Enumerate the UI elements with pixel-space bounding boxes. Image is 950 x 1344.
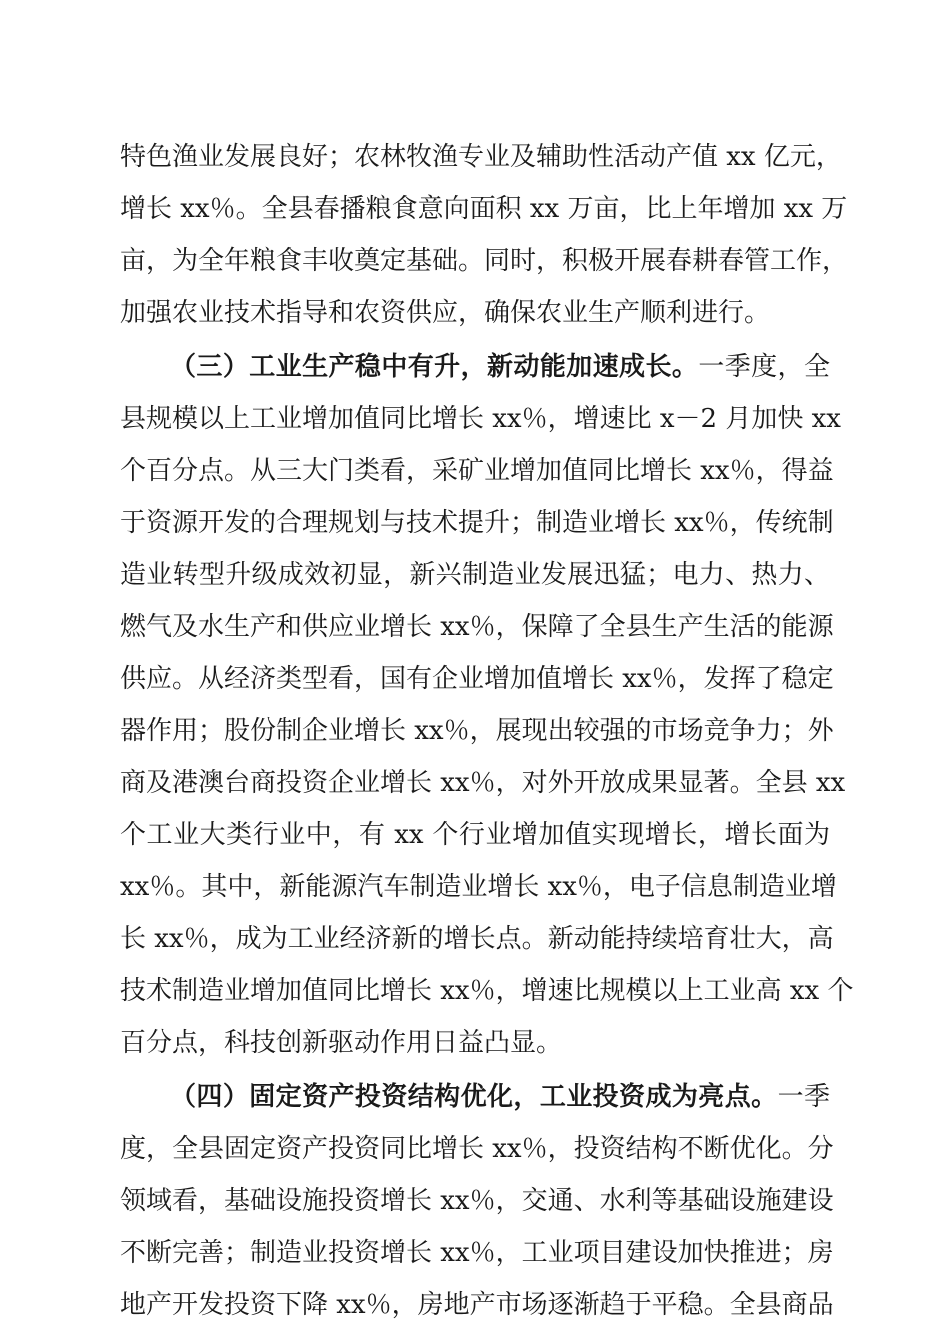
section-3-first-line-rest: 一季度，全 <box>698 352 830 382</box>
text-line: 不断完善；制造业投资增长 xx％，工业项目建设加快推进；房 <box>120 1238 834 1268</box>
text-line: 器作用；股份制企业增长 xx％，展现出较强的市场竞争力；外 <box>120 716 834 746</box>
text-line: 个百分点。从三大门类看，采矿业增加值同比增长 xx％，得益 <box>120 456 834 486</box>
text-line: 特色渔业发展良好；农林牧渔专业及辅助性活动产值 xx 亿元， <box>120 142 842 172</box>
text-line: 长 xx％，成为工业经济新的增长点。新动能持续培育壮大，高 <box>120 924 834 954</box>
text-line: 县规模以上工业增加值同比增长 xx％，增速比 x－2 月加快 xx <box>120 404 841 434</box>
section-4-heading: （四）固定资产投资结构优化，工业投资成为亮点。 <box>170 1082 778 1112</box>
text-line: 亩，为全年粮食丰收奠定基础。同时，积极开展春耕春管工作， <box>120 246 849 276</box>
text-line: 加强农业技术指导和农资供应，确保农业生产顺利进行。 <box>120 298 771 328</box>
section-4-first-line-rest: 一季 <box>777 1082 830 1112</box>
text-line: 供应。从经济类型看，国有企业增加值增长 xx％，发挥了稳定 <box>120 664 834 694</box>
text-line: 造业转型升级成效初显，新兴制造业发展迅猛；电力、热力、 <box>120 560 830 590</box>
section-4-first-line <box>170 1072 830 1122</box>
text-line: 于资源开发的合理规划与技术提升；制造业增长 xx％，传统制 <box>120 508 834 538</box>
text-line: xx％。其中，新能源汽车制造业增长 xx％，电子信息制造业增 <box>120 872 837 902</box>
text-line: 地产开发投资下降 xx％，房地产市场逐渐趋于平稳。全县商品 <box>120 1290 834 1320</box>
section-3-heading: （三）工业生产稳中有升，新动能加速成长。 <box>170 352 699 382</box>
text-line: 领域看，基础设施投资增长 xx％，交通、水利等基础设施建设 <box>120 1186 834 1216</box>
text-line: 技术制造业增加值同比增长 xx％，增速比规模以上工业高 xx 个 <box>120 976 854 1006</box>
text-line: 商及港澳台商投资企业增长 xx％，对外开放成果显著。全县 xx <box>120 768 846 798</box>
text-line: 个工业大类行业中，有 xx 个行业增加值实现增长，增长面为 <box>120 820 830 850</box>
text-line: 百分点，科技创新驱动作用日益凸显。 <box>120 1028 563 1058</box>
text-line: 度，全县固定资产投资同比增长 xx％，投资结构不断优化。分 <box>120 1134 834 1164</box>
text-line: 燃气及水生产和供应业增长 xx％，保障了全县生产生活的能源 <box>120 612 834 642</box>
text-line: 增长 xx％。全县春播粮食意向面积 xx 万亩，比上年增加 xx 万 <box>120 194 848 224</box>
section-3-first-line <box>170 342 830 392</box>
